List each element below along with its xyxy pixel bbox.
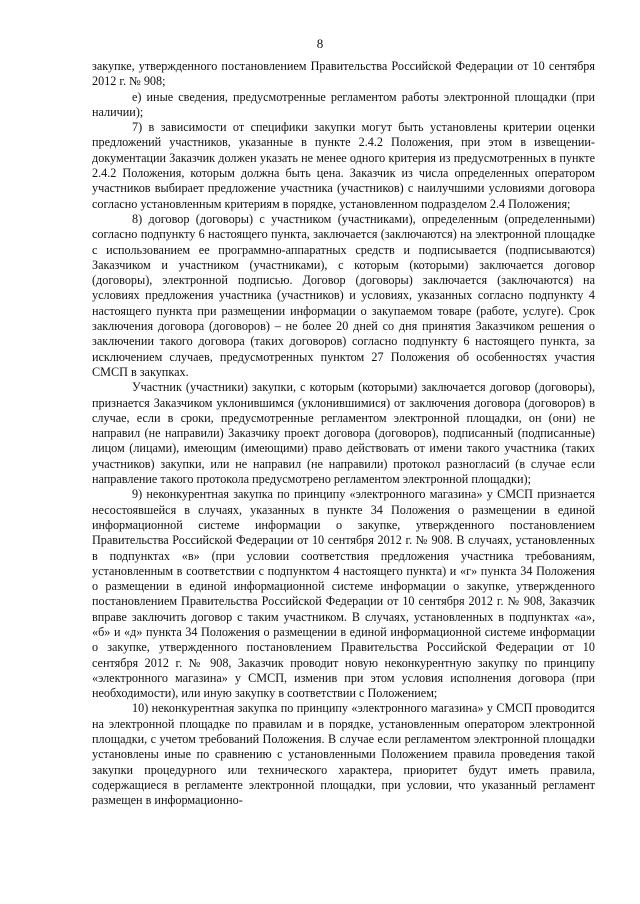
paragraph-item-9: 9) неконкурентная закупка по принципу «электронного магазина» у СМСП признается несостоявшейся в случаях, указанных в пункте 34 Положения о размещении в единой информационной системе информации о закупке, утвержденного постановлением Правительства Российской Федерации от 10 сентября 2012 г. № 908. В случаях, установленных в подпунктах «в» (при условии соответствия предложения участника требованиям, установленным в соответствии с подпунктом 4 настоящего пункта) и «г» пункта 34 Положения о размещении в единой информационной системе информации о закупке, утвержденного постановлением Правительства Российской Федерации от 10 сентября 2012 г. № 908, Заказчик вправе заключить договор с таким участником. В случаях, установленных в подпунктах «а», «б» и «д» пункта 34 Положения о размещении в единой информационной системе информации о закупке, утвержденного постановлением Правительства Российской Федерации от 10 сентября 2012 г. № 908, Заказчик проводит новую неконкурентную закупку по принципу «электронного магазина» у СМСП, изменив при этом условия исполнения договора (при необходимости), или иную закупку в соответствии с Положением; [92, 487, 595, 701]
paragraph-subitem-e: е) иные сведения, предусмотренные регламентом работы электронной площадки (при наличии); [92, 89, 595, 119]
paragraph-item-7: 7) в зависимости от специфики закупки могут быть установлены критерии оценки предложений участников, указанные в пункте 2.4.2 Положения, при этом в извещении-документации Заказчик должен указать не менее одного критерия из предусмотренных в пункте 2.4.2 Положения, которым должна быть цена. Заказчик из числа определенных оператором участников выбирает предложение участника (участников) с наилучшими условиями договора согласно установленным критериям в порядке, установленном подразделом 2.4 Положения; [92, 120, 595, 211]
paragraph-item-10: 10) неконкурентная закупка по принципу «электронного магазина» у СМСП проводится на электронной площадке по правилам и в порядке, установленным оператором электронной площадки, с учетом требований Положения. В случае если регламентом электронной площадки установлены иные по сравнению с установленными Положением правила проведения такой закупки процедурного или технического характера, приоритет будут иметь правила, содержащиеся в регламенте электронной площадки, при условии, что указанный регламент размещен в информационно- [92, 701, 595, 808]
paragraph-evasion: Участник (участники) закупки, с которым (которыми) заключается договор (договоры), признается Заказчиком уклонившимся (уклонившимися) от заключения договора (договоров) в случае, если в сроки, предусмотренные регламентом электронной площадки, он (они) не направил (не направили) Заказчику проект договора (договоров), подписанный (подписанные) лицом (лицами), имеющим (имеющими) право действовать от имени такого участника (таких участников) закупки, или не направил (не направили) протокол разногласий (в случае если направление такого протокола предусмотрено регламентом электронной площадки); [92, 380, 595, 487]
page-number: 8 [316, 36, 324, 51]
document-body [92, 59, 595, 809]
paragraph-continuation: закупке, утвержденного постановлением Правительства Российской Федерации от 10 сентября 2012 г. № 908; [92, 59, 595, 89]
paragraph-item-8: 8) договор (договоры) с участником (участниками), определенным (определенными) согласно подпункту 6 настоящего пункта, заключается (заключаются) на электронной площадке с использованием ее программно-аппаратных средств и подписывается (подписываются) Заказчиком и участником (участниками), с которым (которыми) заключается договор (договоры), электронной подписью. Договор (договоры) заключается (заключаются) на условиях предложения участника (участников) и условиях, указанных согласно подпункту 4 настоящего пункта при размещении информации о закупаемом товаре (работе, услуге). Срок заключения договора (договоров) – не более 20 дней со дня принятия Заказчиком решения о заключении такого договора (таких договоров) согласно подпункту 6 настоящего пункта, за исключением случаев, предусмотренных пунктом 27 Положения об особенностях участия СМСП в закупках. [92, 211, 595, 379]
